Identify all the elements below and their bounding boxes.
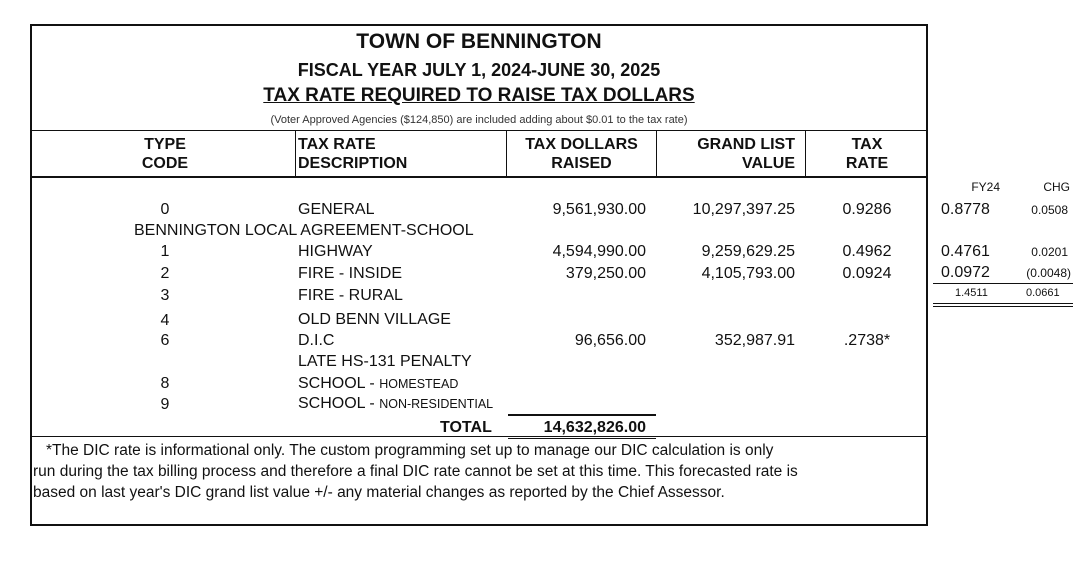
row-code: 9: [160, 396, 170, 413]
row-description: OLD BENN VILLAGE: [298, 311, 451, 328]
side-total-fy24: 1.4511: [955, 287, 988, 299]
row-code: 4: [160, 312, 170, 329]
row-description: LATE HS-131 PENALTY: [298, 353, 472, 370]
col-divider-1: [295, 130, 296, 177]
header-top-line: [30, 130, 928, 131]
footnote-line-3: based on last year's DIC grand list value +/- any material changes as reported by the Chief Assessor.: [33, 484, 725, 501]
total-top-line: [508, 414, 656, 416]
side-total-top-line: [933, 283, 1073, 284]
side-total-double-line: [933, 306, 1073, 307]
row-description: FIRE - RURAL: [298, 287, 403, 304]
section-label: BENNINGTON LOCAL AGREEMENT-SCHOOL: [134, 222, 474, 239]
header-type-code: TYPE CODE: [141, 136, 189, 172]
row-tax-dollars: 379,250.00: [565, 265, 646, 282]
side-fy24-value: 0.0972: [941, 264, 990, 281]
row-description: GENERAL: [298, 201, 375, 218]
row-description: HIGHWAY: [298, 243, 373, 260]
row-tax-rate: .2738*: [843, 332, 891, 349]
row-description: FIRE - INSIDE: [298, 265, 403, 282]
row-code: 8: [160, 375, 170, 392]
table-subtitle: TAX RATE REQUIRED TO RAISE TAX DOLLARS: [263, 85, 695, 106]
header-tax-rate: TAX RATE: [845, 136, 889, 172]
row-code: 0: [160, 201, 170, 218]
row-tax-rate: 0.4962: [842, 243, 892, 260]
row-grand-list: 352,987.91: [714, 332, 795, 349]
town-title: TOWN OF BENNINGTON: [356, 30, 602, 53]
row-grand-list: 10,297,397.25: [692, 201, 795, 218]
row-code: 6: [160, 332, 170, 349]
side-fy24-value: 0.4761: [941, 243, 990, 260]
row-grand-list: 4,105,793.00: [701, 265, 795, 282]
row-description: SCHOOL - HOMESTEAD: [298, 375, 459, 392]
row-tax-dollars: 9,561,930.00: [552, 201, 646, 218]
footnote-top-line: [30, 436, 928, 437]
row-tax-rate: 0.9286: [842, 201, 892, 218]
side-header-chg: CHG: [1043, 180, 1070, 194]
row-tax-rate: 0.0924: [842, 265, 892, 282]
total-label: TOTAL: [440, 419, 492, 436]
side-chg-value: (0.0048): [1026, 266, 1071, 280]
row-description: D.I.C: [298, 332, 335, 349]
side-header-fy24: FY24: [971, 180, 1000, 194]
side-chg-value: 0.0201: [1031, 245, 1068, 259]
side-fy24-value: 0.8778: [941, 201, 990, 218]
fiscal-year-title: FISCAL YEAR JULY 1, 2024-JUNE 30, 2025: [297, 60, 661, 80]
header-grand-list: GRAND LIST VALUE: [697, 136, 795, 172]
header-bottom-line: [30, 176, 928, 178]
total-value: 14,632,826.00: [543, 419, 646, 436]
voter-approved-note: (Voter Approved Agencies ($124,850) are included adding about $0.01 to the tax rate): [270, 114, 688, 126]
header-tax-dollars: TAX DOLLARS RAISED: [525, 136, 638, 172]
footnote-line-2: run during the tax billing process and therefore a final DIC rate cannot be set at this time. This forecasted rate is: [33, 463, 798, 480]
row-code: 1: [160, 243, 170, 260]
side-total-bottom-line: [933, 303, 1073, 304]
row-description: SCHOOL - NON-RESIDENTIAL: [298, 395, 494, 412]
side-chg-value: 0.0508: [1031, 203, 1068, 217]
header-description: TAX RATE DESCRIPTION: [298, 136, 408, 172]
side-total-chg: 0.0661: [1026, 287, 1060, 299]
row-tax-dollars: 4,594,990.00: [552, 243, 646, 260]
footnote-line-1: *The DIC rate is informational only. The custom programming set up to manage our DIC calculation is only: [46, 442, 774, 459]
row-grand-list: 9,259,629.25: [701, 243, 795, 260]
row-code: 3: [160, 287, 170, 304]
total-double-line: [508, 438, 656, 439]
row-code: 2: [160, 265, 170, 282]
row-tax-dollars: 96,656.00: [574, 332, 646, 349]
